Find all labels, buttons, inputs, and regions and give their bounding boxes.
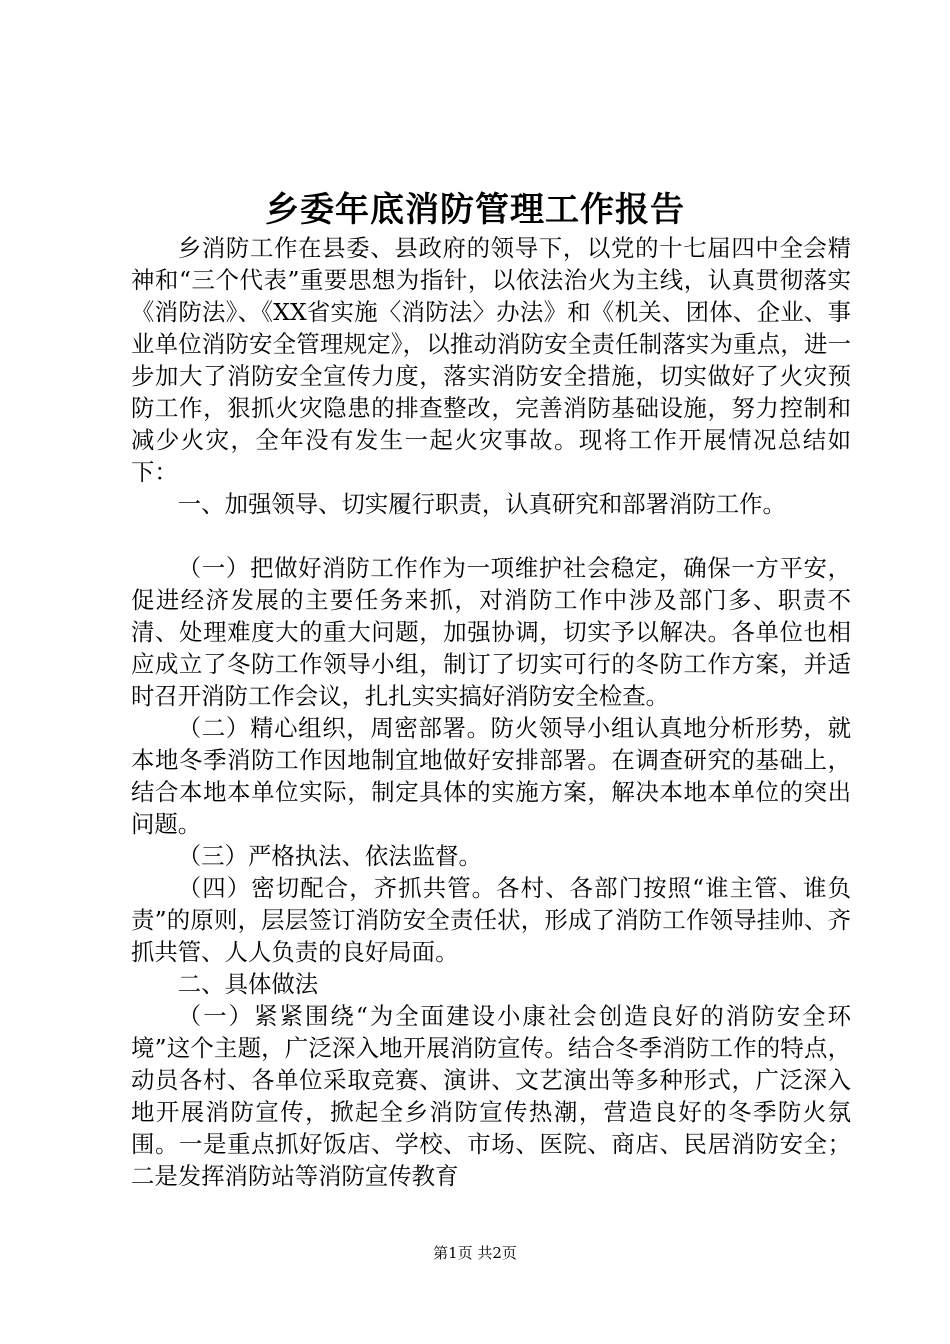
paragraph-1-3: （三）严格执法、依法监督。	[177, 842, 482, 870]
paragraph-1-4: （四）密切配合，齐抓共管。各村、各部门按照“谁主管、谁负责”的原则，层层签订消防安全责任状，形成了消防工作领导挂帅、齐抓共管、人人负责的良好局面。	[131, 874, 851, 966]
page-footer: 第1页 共2页	[433, 1244, 517, 1262]
paragraph-2-1: （一）紧紧围绕“为全面建设小康社会创造良好的消防安全环境”这个主题，广泛深入地开展消防宣传。结合冬季消防工作的特点，动员各村、各单位采取竞赛、演讲、文艺演出等多种形式，广泛深入地开展消防宣传，掀起全乡消防宣传热潮，营造良好的冬季防火氛围。一是重点抓好饭店、学校、市场、医院、商店、民居消防安全；二是发挥消防站等消防宣传教育	[131, 1002, 851, 1190]
paragraph-1-1: （一）把做好消防工作作为一项维护社会稳定，确保一方平安，促进经济发展的主要任务来抓，对消防工作中涉及部门多、职责不清、处理难度大的重大问题，加强协调，切实予以解决。各单位也相应成立了冬防工作领导小组，制订了切实可行的冬防工作方案，并适时召开消防工作会议，扎扎实实搞好消防安全检查。	[131, 554, 851, 710]
paragraph-1-2: （二）精心组织，周密部署。防火领导小组认真地分析形势，就本地冬季消防工作因地制宜地做好安排部署。在调查研究的基础上，结合本地本单位实际，制定具体的实施方案，解决本地本单位的突出问题。	[131, 714, 851, 838]
document-body	[131, 232, 851, 1192]
paragraph-intro: 乡消防工作在县委、县政府的领导下，以党的十七届四中全会精神和“三个代表”重要思想为指针，以依法治火为主线，认真贯彻落实《消防法》、《XX省实施〈消防法〉办法》和《机关、团体、企业、事业单位消防安全管理规定》，以推动消防安全责任制落实为重点，进一步加大了消防安全宣传力度，落实消防安全措施，切实做好了火灾预防工作，狠抓火灾隐患的排查整改，完善消防基础设施，努力控制和减少火灾，全年没有发生一起火灾事故。现将工作开展情况总结如下：	[131, 234, 851, 486]
section-heading-2: 二、具体做法	[177, 970, 319, 998]
document-title: 乡委年底消防管理工作报告	[265, 190, 685, 230]
section-heading-1: 一、加强领导、切实履行职责，认真研究和部署消防工作。	[177, 490, 786, 518]
